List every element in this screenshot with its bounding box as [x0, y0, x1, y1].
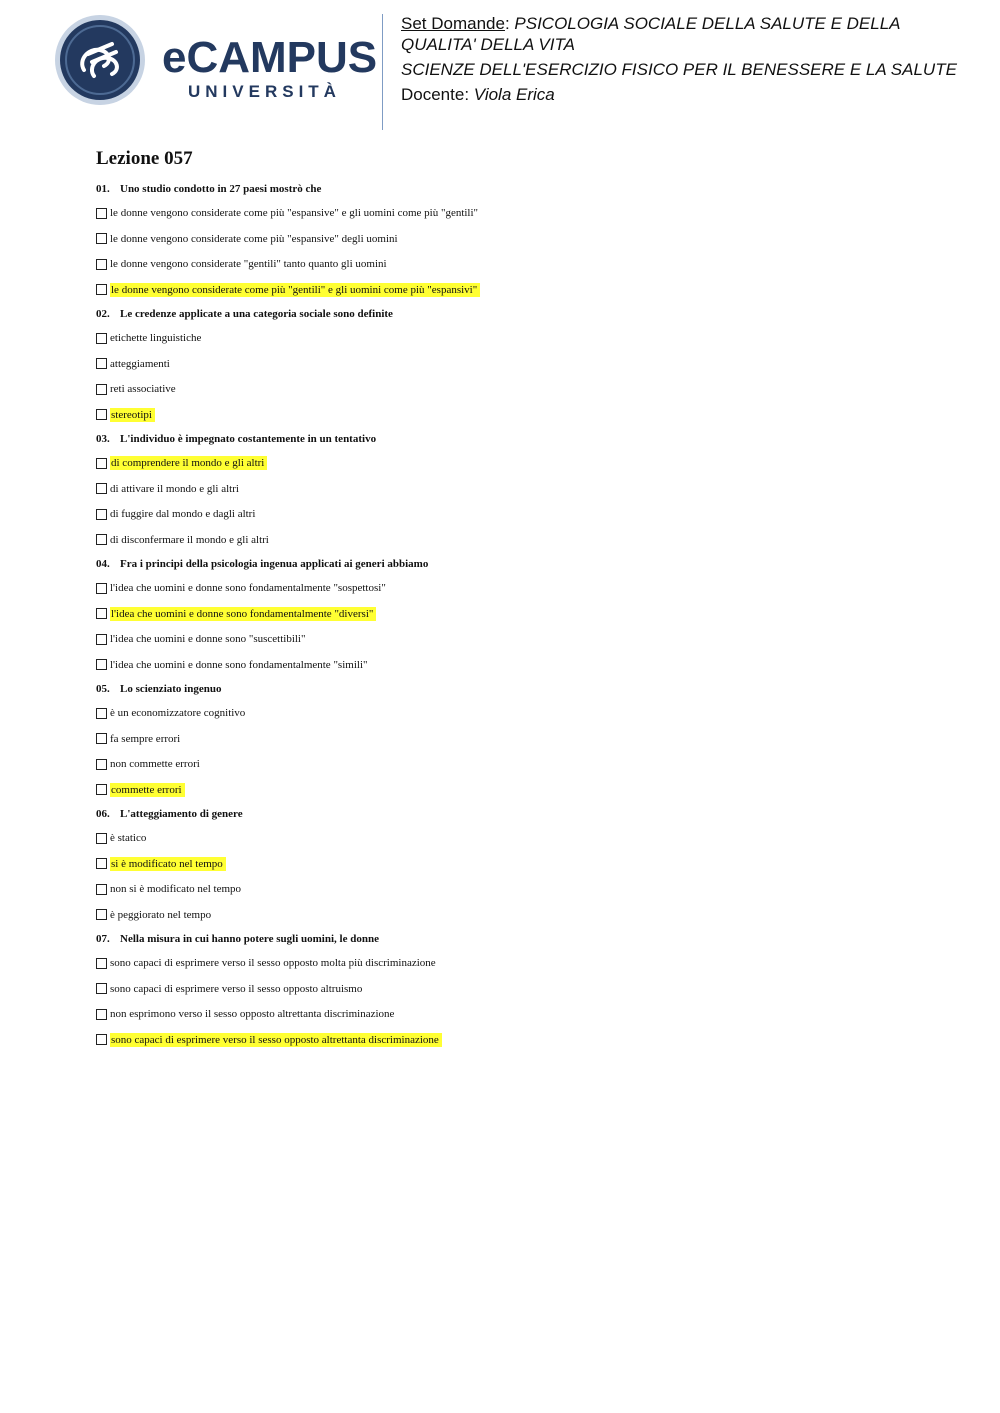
question-1 — [96, 182, 956, 298]
checkbox[interactable] — [96, 284, 107, 295]
question-label: Uno studio condotto in 27 paesi mostrò che — [120, 183, 322, 195]
checkbox[interactable] — [96, 358, 107, 369]
answer-option[interactable] — [96, 907, 956, 923]
checkbox[interactable] — [96, 483, 107, 494]
answer-option-text: è un economizzatore cognitivo — [110, 707, 246, 719]
answer-option[interactable] — [96, 282, 956, 298]
question-text — [96, 182, 956, 196]
answer-option-text: non esprimono verso il sesso opposto altrettanta discriminazione — [110, 1008, 395, 1020]
question-number: 01. — [96, 183, 110, 195]
question-number: 04. — [96, 558, 110, 570]
answer-option[interactable] — [96, 631, 956, 647]
question-label: Nella misura in cui hanno potere sugli uomini, le donne — [120, 933, 379, 945]
docente-name: Viola Erica — [473, 85, 555, 104]
checkbox[interactable] — [96, 233, 107, 244]
course-1: PSICOLOGIA SOCIALE DELLA SALUTE E DELLA QUALITA' DELLA VITA — [401, 14, 900, 54]
answer-option-text-highlighted: di comprendere il mondo e gli altri — [110, 456, 267, 470]
question-number: 03. — [96, 433, 110, 445]
answer-option[interactable] — [96, 356, 956, 372]
answer-option[interactable] — [96, 756, 956, 772]
question-6 — [96, 807, 956, 923]
answer-option-text: atteggiamenti — [110, 357, 170, 370]
ecampus-logo — [54, 14, 378, 109]
answer-option-text: reti associative — [110, 383, 176, 395]
answer-option-text: di disconfermare il mondo e gli altri — [110, 533, 269, 546]
answer-option[interactable] — [96, 1032, 956, 1048]
answer-option-text: l'idea che uomini e donne sono fondamentalmente "simili" — [110, 658, 368, 671]
ecampus-emblem-icon — [54, 14, 146, 106]
lesson-title: Lezione 057 — [96, 148, 193, 169]
answer-option-text: le donne vengono considerate come più "espansive" degli uomini — [110, 232, 398, 245]
answer-option[interactable] — [96, 481, 956, 497]
quiz-content — [96, 148, 956, 1057]
answer-option-text: sono capaci di esprimere verso il sesso opposto altruismo — [110, 982, 363, 995]
question-7 — [96, 932, 956, 1048]
answer-option[interactable] — [96, 256, 956, 272]
answer-option[interactable] — [96, 881, 956, 897]
question-2 — [96, 307, 956, 423]
question-label: L'individuo è impegnato costantemente in un tentativo — [120, 433, 377, 445]
question-number: 07. — [96, 933, 110, 945]
answer-option-text-highlighted: sono capaci di esprimere verso il sesso opposto altrettanta discriminazione — [110, 1033, 442, 1047]
answer-option-text: è peggiorato nel tempo — [110, 908, 212, 921]
question-text — [96, 432, 956, 446]
checkbox[interactable] — [96, 784, 107, 795]
question-label: Lo scienziato ingenuo — [120, 683, 222, 695]
checkbox[interactable] — [96, 259, 107, 270]
answer-option-text-highlighted: commette errori — [110, 783, 185, 797]
question-3 — [96, 432, 956, 548]
logo-wordmark: eCAMPUS — [162, 33, 378, 82]
question-5 — [96, 682, 956, 798]
answer-option-text: le donne vengono considerate come più "espansive" e gli uomini come più "gentili" — [110, 207, 479, 219]
checkbox[interactable] — [96, 858, 107, 869]
logo-subtitle: UNIVERSITÀ — [188, 82, 341, 101]
question-4 — [96, 557, 956, 673]
header-info — [401, 13, 961, 105]
answer-option[interactable] — [96, 330, 956, 346]
question-text — [96, 307, 956, 321]
answer-option-text: non commette errori — [110, 758, 200, 770]
answer-option-text: l'idea che uomini e donne sono "suscettibili" — [110, 633, 306, 645]
answer-option[interactable] — [96, 981, 956, 997]
question-number: 02. — [96, 308, 110, 320]
checkbox[interactable] — [96, 1009, 107, 1020]
question-list — [96, 182, 956, 1048]
checkbox[interactable] — [96, 884, 107, 895]
docente-label: Docente: — [401, 85, 470, 104]
checkbox[interactable] — [96, 208, 107, 219]
answer-option[interactable] — [96, 231, 956, 247]
checkbox[interactable] — [96, 608, 107, 619]
checkbox[interactable] — [96, 458, 107, 469]
checkbox[interactable] — [96, 909, 107, 920]
checkbox[interactable] — [96, 634, 107, 645]
question-text — [96, 932, 956, 946]
header-divider — [382, 14, 383, 130]
checkbox[interactable] — [96, 534, 107, 545]
checkbox[interactable] — [96, 759, 107, 770]
answer-option-text-highlighted: l'idea che uomini e donne sono fondamentalmente "diversi" — [110, 607, 376, 621]
answer-option-text: sono capaci di esprimere verso il sesso opposto molta più discriminazione — [110, 957, 436, 969]
answer-option-text: le donne vengono considerate "gentili" tanto quanto gli uomini — [110, 258, 387, 270]
checkbox[interactable] — [96, 409, 107, 420]
checkbox[interactable] — [96, 733, 107, 744]
answer-option-text: di fuggire dal mondo e dagli altri — [110, 508, 256, 520]
answer-option-text: l'idea che uomini e donne sono fondamentalmente "sospettosi" — [110, 582, 386, 594]
answer-option-text: etichette linguistiche — [110, 332, 202, 344]
checkbox[interactable] — [96, 983, 107, 994]
question-label: Le credenze applicate a una categoria sociale sono definite — [120, 308, 393, 320]
question-text — [96, 682, 956, 696]
answer-option-text-highlighted: le donne vengono considerate come più "gentili" e gli uomini come più "espansivi" — [110, 283, 480, 297]
answer-option[interactable] — [96, 205, 956, 221]
answer-option[interactable] — [96, 606, 956, 622]
checkbox[interactable] — [96, 333, 107, 344]
checkbox[interactable] — [96, 384, 107, 395]
answer-option[interactable] — [96, 705, 956, 721]
checkbox[interactable] — [96, 1034, 107, 1045]
docente-line — [401, 84, 961, 105]
answer-option-text-highlighted: stereotipi — [110, 408, 155, 422]
answer-option-text: non si è modificato nel tempo — [110, 883, 242, 895]
answer-option[interactable] — [96, 381, 956, 397]
answer-option-text: fa sempre errori — [110, 732, 181, 745]
question-text — [96, 557, 956, 571]
checkbox[interactable] — [96, 958, 107, 969]
answer-option[interactable] — [96, 580, 956, 596]
answer-option[interactable] — [96, 407, 956, 423]
answer-option[interactable] — [96, 830, 956, 846]
answer-option[interactable] — [96, 782, 956, 798]
question-label: L'atteggiamento di genere — [120, 808, 243, 820]
checkbox[interactable] — [96, 583, 107, 594]
question-number: 05. — [96, 683, 110, 695]
question-number: 06. — [96, 808, 110, 820]
answer-option[interactable] — [96, 506, 956, 522]
answer-option-text: è statico — [110, 832, 147, 844]
answer-option[interactable] — [96, 657, 956, 673]
checkbox[interactable] — [96, 509, 107, 520]
answer-option[interactable] — [96, 455, 956, 471]
checkbox[interactable] — [96, 708, 107, 719]
answer-option-text: di attivare il mondo e gli altri — [110, 482, 239, 495]
checkbox[interactable] — [96, 833, 107, 844]
answer-option[interactable] — [96, 532, 956, 548]
course-2: SCIENZE DELL'ESERCIZIO FISICO PER IL BENESSERE E LA SALUTE — [401, 60, 957, 79]
answer-option-text-highlighted: si è modificato nel tempo — [110, 857, 226, 871]
question-label: Fra i principi della psicologia ingenua applicati ai generi abbiamo — [120, 558, 429, 570]
set-label: Set Domande — [401, 14, 505, 33]
question-text — [96, 807, 956, 821]
answer-option[interactable] — [96, 856, 956, 872]
checkbox[interactable] — [96, 659, 107, 670]
answer-option[interactable] — [96, 731, 956, 747]
course-line-1: Set Domande: PSICOLOGIA SOCIALE DELLA SALUTE E DELLA QUALITA' DELLA VITA — [401, 14, 900, 54]
answer-option[interactable] — [96, 955, 956, 971]
answer-option[interactable] — [96, 1006, 956, 1022]
page-header — [0, 0, 1000, 135]
